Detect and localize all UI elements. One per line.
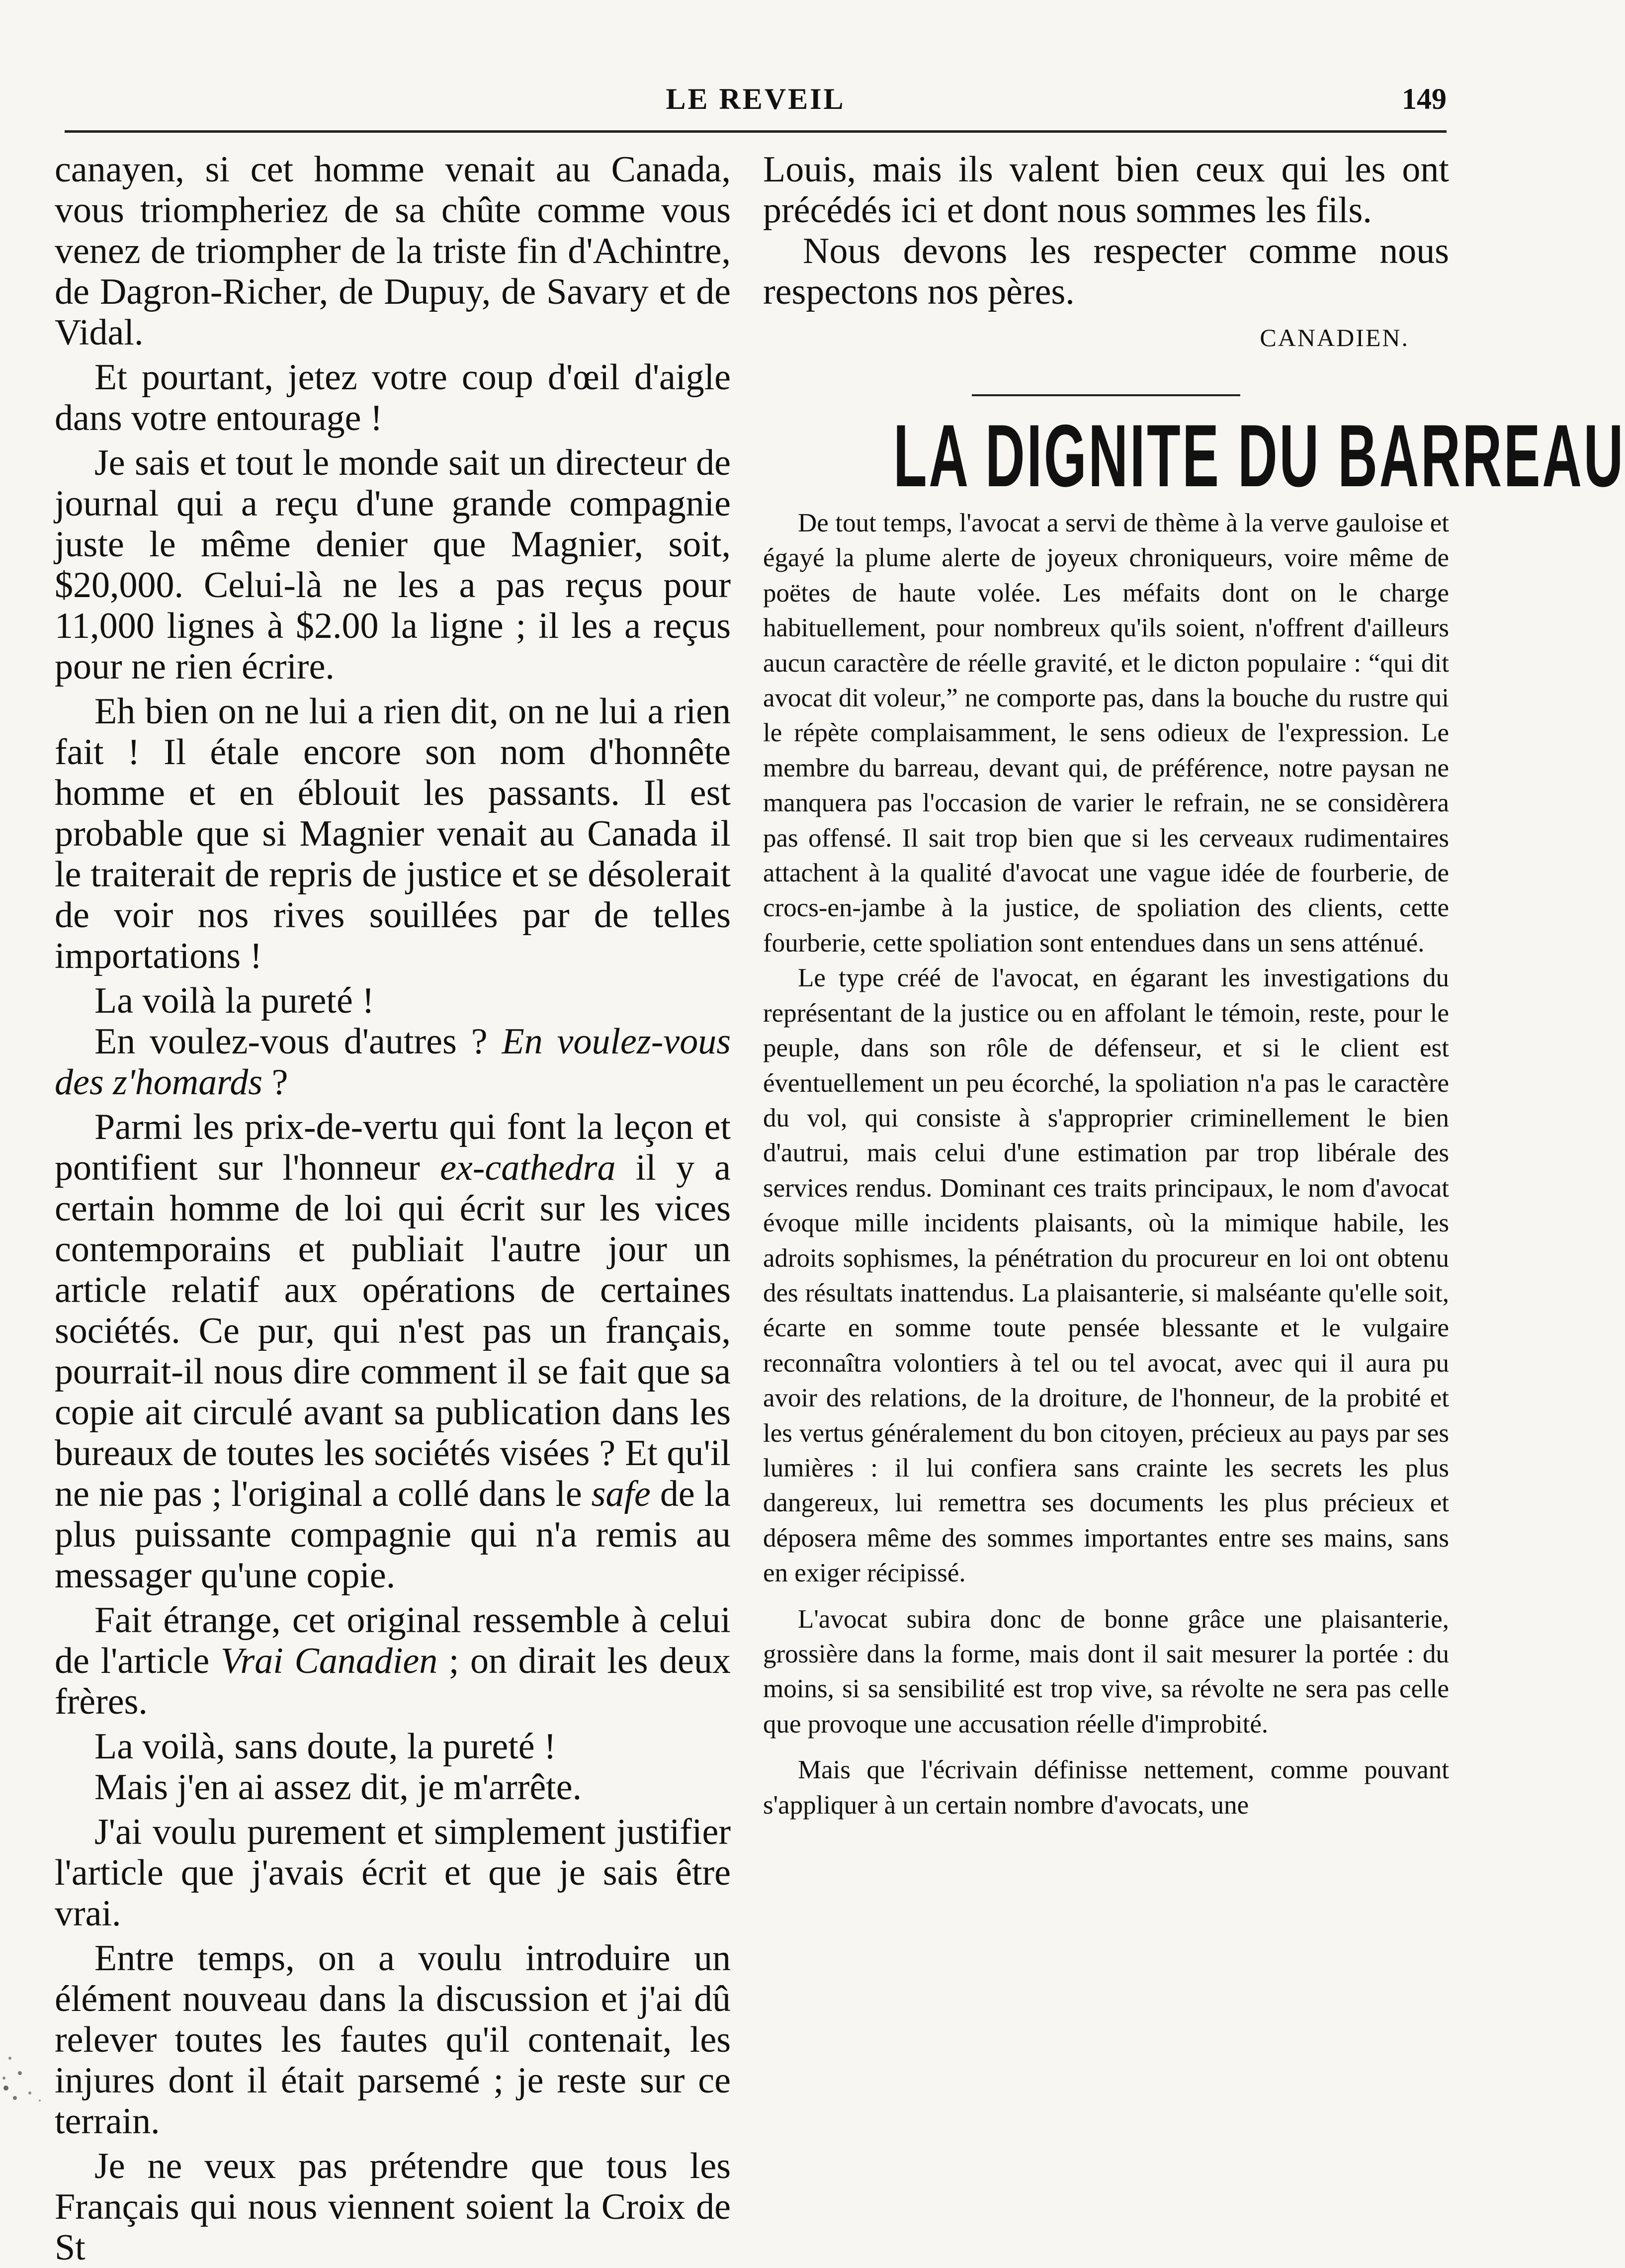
italic-run: Vrai Canadien	[220, 1641, 438, 1681]
right-column	[763, 149, 1625, 1823]
article-title: LA DIGNITE DU BARREAU	[893, 406, 1625, 505]
page-number: 149	[1402, 83, 1447, 115]
text-run: de la plus puissante compagnie qui n'a remis au messager qu'une copie.	[55, 1474, 731, 1596]
paragraph: La voilà la pureté !	[94, 980, 374, 1021]
paragraph: Eh bien on ne lui a rien dit, on ne lui a rien fait ! Il étale encore son nom d'honnête homme et en éblouit les passants. Il est probable que si Magnier venait au Canada il le traiterait de repris de justice et se désolerait de voir nos rives souillées par de telles importations !	[55, 691, 731, 976]
paragraph: J'ai voulu purement et simplement justifier l'article que j'avais écrit et que je sais être vrai.	[55, 1812, 731, 1934]
page-title: LE REVEIL	[666, 83, 846, 115]
italic-run: En voulez-vous des z'homards	[55, 1021, 731, 1103]
left-column	[55, 149, 731, 2268]
article-body	[763, 506, 1449, 1823]
paragraph: De tout temps, l'avocat a servi de thème à la verve gauloise et égayé la plume alerte de joyeux chroniqueurs, voire même de poëtes de haute volée. Les méfaits dont on le charge habituellement, pour nombreux qu'ils soient, n'offrent d'ailleurs aucun caractère de réelle gravité, et le dicton populaire : “qui dit avocat dit voleur,” ne comporte pas, dans la bouche du rustre qui le répète complaisamment, le sens odieux de l'expression. Le membre du barreau, devant qui, de préférence, notre paysan ne manquera pas l'occasion de varier le refrain, ne se considèrera pas offensé. Il sait trop bien que si les cerveaux rudimentaires attachent à la qualité d'avocat une vague idée de fourberie, de crocs-en-jambe à la justice, de spoliation des clients, cette fourberie, cette spoliation sont entendues dans un sens atténué.	[763, 509, 1449, 958]
paragraph: La voilà, sans doute, la pureté !	[94, 1726, 556, 1767]
italic-run: safe	[591, 1474, 651, 1514]
text-run: ?	[262, 1062, 288, 1103]
paragraph	[55, 1021, 731, 1103]
paragraph	[55, 1600, 731, 1722]
header-rule	[65, 130, 1447, 133]
title-rule	[972, 394, 1240, 396]
text-run: Parmi les prix-de-vertu qui font la leçon et pontifient sur l'honneur	[55, 1107, 731, 1188]
paragraph: Nous devons les respecter comme nous respectons nos pères.	[763, 231, 1449, 312]
paragraph: L'avocat subira donc de bonne grâce une plaisanterie, grossière dans la forme, mais dont il sait mesurer la portée : du moins, si sa sensibilité est trop vive, sa révolte ne sera pas celle que provoque une accusation réelle d'improbité.	[763, 1604, 1449, 1739]
paragraph: Et pourtant, jetez votre coup d'œil d'aigle dans votre entourage !	[55, 357, 731, 438]
paragraph: Je ne veux pas prétendre que tous les Français qui nous viennent soient la Croix de St	[55, 2146, 731, 2268]
paragraph: Mais j'en ai assez dit, je m'arrête.	[94, 1767, 582, 1808]
paragraph: Mais que l'écrivain définisse nettement, comme pouvant s'appliquer à un certain nombre d'avocats, une	[763, 1755, 1449, 1820]
paragraph: canayen, si cet homme venait au Canada, vous triompheriez de sa chûte comme vous venez de triompher de la triste fin d'Achintre, de Dagron-Richer, de Dupuy, de Savary et de Vidal.	[55, 149, 731, 353]
italic-run: ex-cathedra	[440, 1147, 616, 1188]
paragraph: Le type créé de l'avocat, en égarant les investigations du représentant de la justice ou en affolant le témoin, reste, pour le peuple, dans son rôle de défenseur, et si le client est éventuellement un peu écorché, la spoliation n'a pas le caractère du vol, qui consiste à s'approprier criminellement le bien d'autrui, mais celui d'une estimation par trop libérale des services rendus. Dominant ces traits principaux, le nom d'avocat évoque mille incidents plaisants, où la mimique habile, les adroits sophismes, la pénétration du procureur en loi ont obtenu des résultats inattendus. La plaisanterie, si malséante qu'elle soit, écarte en somme toute pensée blessante et le vulgaire reconnaîtra volontiers à tel ou tel avocat, avec qui il aura pu avoir des relations, de la droiture, de l'honneur, de la probité et les vertus généralement du bon citoyen, précieux au pays par ses lumières : il lui confiera sans crainte les secrets les plus dangereux, lui remettra ses documents les plus précieux et déposera même des sommes importantes entre ses mains, sans en exiger récipissé.	[763, 963, 1449, 1588]
text-run: Fait étrange, cet original ressemble à celui de l'article	[55, 1600, 731, 1681]
text-run: il y a certain homme de loi qui écrit sur les vices contemporains et publiait l'autre jour un article relatif aux opérations de certaines sociétés. Ce pur, qui n'est pas un français, pourrait-il nous dire comment il se fait que sa copie ait circulé avant sa publication dans les bureaux de toutes les sociétés visées ? Et qu'il ne nie pas ; l'original a collé dans le	[55, 1147, 731, 1514]
paragraph: Louis, mais ils valent bien ceux qui les ont précédés ici et dont nous sommes les fils.	[763, 149, 1449, 231]
paper-specks	[0, 2028, 129, 2103]
signature: CANADIEN.	[1260, 324, 1409, 351]
paragraph: Je sais et tout le monde sait un directeur de journal qui a reçu d'une grande compagnie juste le même denier que Magnier, soit, $20,000. Celui-là ne les a pas reçus pour 11,000 lignes à $2.00 la ligne ; il les a reçus pour ne rien écrire.	[55, 442, 731, 687]
text-run: En voulez-vous d'autres ?	[94, 1021, 502, 1062]
running-head	[65, 82, 1447, 132]
text-run: ; on dirait les deux frères.	[55, 1641, 731, 1722]
paragraph	[55, 1107, 731, 1596]
continued-text	[763, 149, 1449, 312]
paragraph: Entre temps, on a voulu introduire un élément nouveau dans la discussion et j'ai dû relever toutes les fautes qu'il contenait, les injures dont il était parsemé ; je reste sur ce terrain.	[55, 1938, 731, 2142]
